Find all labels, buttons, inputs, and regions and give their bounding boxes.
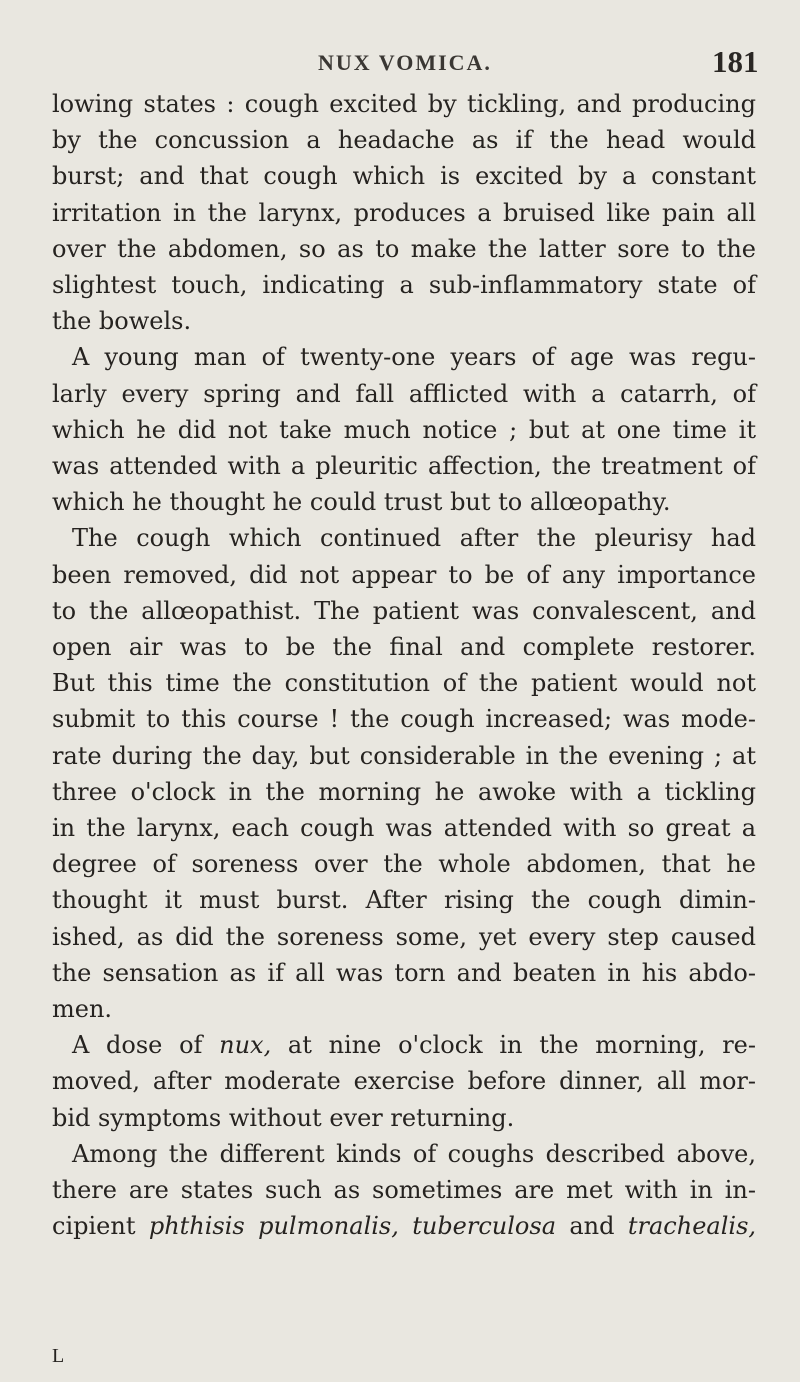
text-line: ished, as did the soreness some, yet every step caused bbox=[52, 922, 756, 951]
paragraph bbox=[52, 520, 756, 1027]
text-line: the sensation as if all was torn and beaten in his abdo- bbox=[52, 958, 756, 987]
paragraph bbox=[52, 1027, 756, 1136]
body-text bbox=[52, 86, 756, 1245]
text-line: degree of soreness over the whole abdomen, that he bbox=[52, 850, 756, 879]
italic-term: nux, bbox=[219, 1031, 272, 1060]
text-line: was attended with a pleuritic affection, the treatment of bbox=[52, 452, 756, 481]
paragraph bbox=[52, 86, 756, 339]
text-line: rate during the day, but considerable in the evening ; at bbox=[52, 741, 756, 770]
text-line: Among the different kinds of coughs described above, bbox=[72, 1139, 756, 1168]
signature-mark: L bbox=[52, 1345, 65, 1367]
text-line: moved, after moderate exercise before dinner, all mor- bbox=[52, 1067, 756, 1096]
text-line bbox=[52, 1208, 756, 1244]
text-line: in the larynx, each cough was attended with so great a bbox=[52, 814, 756, 843]
text-run: A dose of bbox=[72, 1031, 220, 1060]
text-line: which he thought he could trust but to allœopathy. bbox=[52, 488, 671, 517]
text-line: which he did not take much notice ; but at one time it bbox=[52, 415, 756, 444]
text-run: and bbox=[556, 1212, 628, 1241]
italic-term: phthisis pulmonalis, tuberculosa bbox=[148, 1212, 557, 1241]
text-line: submit to this course ! the cough increased; was mode- bbox=[52, 705, 756, 734]
text-line bbox=[52, 1027, 756, 1063]
paragraph bbox=[52, 339, 756, 520]
text-line: men. bbox=[52, 995, 113, 1024]
text-line: irritation in the larynx, produces a bruised like pain all bbox=[52, 198, 756, 227]
text-line: larly every spring and fall afflicted with a catarrh, of bbox=[52, 379, 756, 408]
text-line: The cough which continued after the pleurisy had bbox=[72, 524, 756, 553]
page-header bbox=[0, 40, 800, 80]
text-line: lowing states : cough excited by tickling, and producing bbox=[52, 90, 756, 118]
text-line: thought it must burst. After rising the cough dimin- bbox=[52, 886, 756, 915]
text-run: cipient bbox=[52, 1212, 149, 1241]
italic-term: trachealis, bbox=[627, 1212, 757, 1241]
text-line: over the abdomen, so as to make the latter sore to the bbox=[52, 234, 756, 263]
text-line: by the concussion a headache as if the head would bbox=[52, 126, 756, 155]
text-line: slightest touch, indicating a sub-inflammatory state of bbox=[52, 271, 756, 300]
running-head: NUX VOMICA. bbox=[318, 50, 492, 75]
page-number: 181 bbox=[712, 44, 759, 79]
text-run: at nine o'clock in the morning, re- bbox=[271, 1031, 756, 1060]
text-line: But this time the constitution of the patient would not bbox=[52, 669, 756, 698]
paragraph bbox=[52, 1136, 756, 1245]
text-line: been removed, did not appear to be of any importance bbox=[52, 560, 756, 589]
text-line: bid symptoms without ever returning. bbox=[52, 1103, 515, 1132]
text-line: to the allœopathist. The patient was convalescent, and bbox=[52, 596, 756, 625]
text-line: burst; and that cough which is excited by a constant bbox=[52, 162, 756, 191]
text-line: there are states such as sometimes are met with in in- bbox=[52, 1176, 756, 1205]
text-line: open air was to be the final and complete restorer. bbox=[52, 633, 756, 662]
text-line: A young man of twenty-one years of age was regu- bbox=[72, 343, 756, 372]
text-line: three o'clock in the morning he awoke with a tickling bbox=[52, 777, 756, 806]
text-line: the bowels. bbox=[52, 307, 192, 336]
